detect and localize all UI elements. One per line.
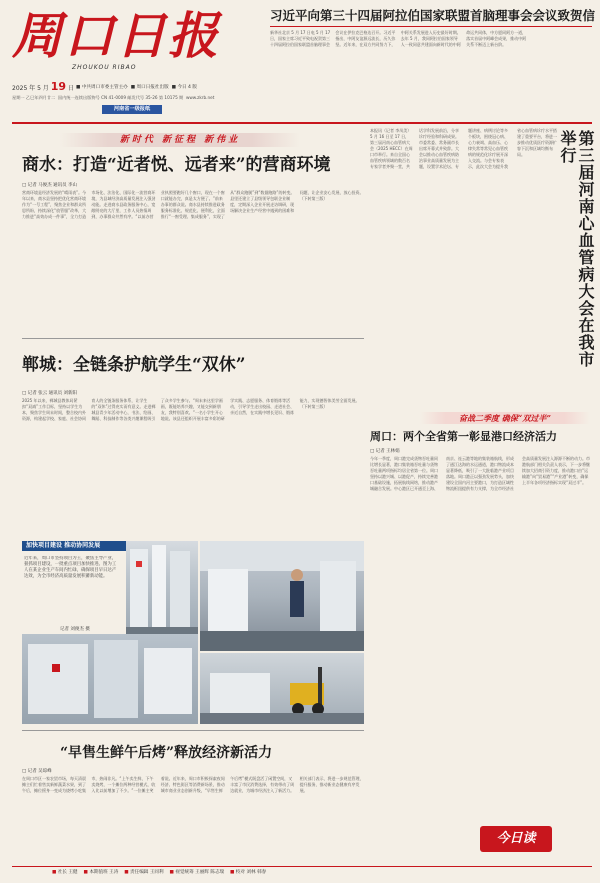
footer-item-1: 本期值班 王涛 — [89, 870, 119, 875]
photo-factory-3 — [22, 634, 198, 724]
masthead-logo: 周口日报 — [12, 6, 220, 65]
top-divider — [12, 122, 592, 124]
square-icon: ■ — [52, 870, 57, 875]
square-icon: □ — [22, 183, 27, 188]
factory-machine-image — [126, 541, 198, 641]
top-story-body: 新华社北京 5 月 17 日电 5 月 17 日，国家主席习近平致电祝贺第三十四届阿拉伯国家联盟首脑理事会会议在伊拉克巴格达召开。习近平指出，中阿友谊源远流长，历久弥坚。近年来，在双方共同努力下，中阿关系发展进入历史最好时期。去年 5 月，我同阿拉伯国家领导人一致同意共建面向新时代的中阿命运共同体，中方愿同阿方一道，落实首届中阿峰会成果，推动中阿关系不断迈上新台阶。 — [270, 30, 527, 47]
photo-factory-2 — [200, 541, 364, 651]
footer-item-2: 责任编辑 王同利 — [130, 870, 164, 875]
shangshui-byline: □ 记者 马俊杰 通讯员 李山 — [22, 183, 77, 188]
shangshui-body: 营商环境是经济发展的“晴雨表”。今年以来，商水县坚持把优化营商环境作为“一号工程”，聚焦企业和群众所思所盼，持续深化“放管服”改革，大力推进“高效办成一件事”，全力打造市场化、法治化、国际化一流营商环境，为县域经济高质量发展注入强劲动能。走进商水县政务服务中心，宽敞明亮的大厅里，工作人员热情周到，办事群众井然有序。“以前办营业执照要跑好几个窗口，现在一个窗口就能办完，真是太方便了。”前来办事的群众说。商水县持续推进政务服务标准化、规范化、便利化，全面推行“一窗受理、集成服务”，实现了从“群众跑腿”到“数据跑路”的转变。县里还建立了县级领导包联企业制度，定期深入企业开展走访调研，现场解决企业生产经营中遇到的困难和问题，让企业安心发展、放心投资。（下转第三版） — [22, 190, 364, 219]
fresh-story-headline: “早售生鲜午后烤”释放经济新活力 — [60, 745, 273, 761]
masthead-pinyin: ZHOUKOU RIBAO — [72, 64, 137, 71]
fresh-story-byline: □ 记者 吴琼峰 — [22, 769, 52, 774]
square-icon: □ — [22, 769, 27, 774]
square-icon: ■ — [229, 870, 235, 875]
section-banner-text: 新时代 新征程 新伟业 — [119, 135, 241, 145]
heart-story-body: 本报讯（记者 李凤美）5 月 16 日至 17 日，第三届河南心血管病大会（2025 HECC）在周口市举行。来自全国心血管疾病领域的数百名专家学者齐聚一堂，共话学科发展前沿，分享诊疗经验和科研成果。市委常委、常务副市长出席开幕式并致辞。大会以推动心血管疾病防治事业高质量发展为主题，设置学术论坛、专题讲座、病例讨论等多个板块，围绕冠心病、心力衰竭、高血压、心律失常等常见心血管疾病的规范化诊疗展开深入交流。与会专家表示，此次大会为提升我省心血管病诊疗水平搭建了重要平台，将进一步推动优质医疗资源扩容下沉和区域均衡布局。 — [370, 128, 557, 169]
photo-factory-1 — [126, 541, 198, 641]
top-story-rule — [270, 26, 592, 27]
fresh-story-body: 在周口市区一家农贸市场，每天清晨摊主们忙着售卖新鲜蔬菜水果，到了午后，摊位摇身一变成为烧烤小吃集市，热闹非凡。“上午卖生鲜，下午卖烧烤，一个摊位两种经营模式，收入比以前增加了不少。”一位摊主笑着说。近年来，周口市积极探索夜间经济、特色街区等消费新场景，推动城市商业业态创新升级，“早售生鲜午后烤”模式既盘活了闲置空间，又丰富了市民消费选择，有效带动了周边就业，为城市经济注入了新活力。相关部门表示，将进一步规范管理，提升服务，推动新业态健康有序发展。 — [22, 776, 364, 793]
hub-story-headline: 周口：两个全省第一彰显港口经济活力 — [370, 430, 557, 443]
photo-forklift — [200, 653, 364, 724]
photo-feature-caption-title: 加快项目建设 推动协同发展 — [22, 541, 132, 551]
dancheng-byline: □ 记者 张云 通讯员 刘新阳 — [22, 391, 77, 396]
photo-feature-caption-body: 近年来，周口市坚持项目为王，聚焦主导产业，狠抓项目建设，一批重点项目加快推进。图为工人在某企业生产车间内忙碌，确保项目早日达产达效，为全市经济高质量发展积蓄新动能。 — [24, 556, 117, 579]
mid-divider-2 — [22, 730, 364, 731]
masthead-meta: 星期一 乙巳年四月廿二 国内统一连续出版物号 CN 41-0009 邮发代号 35-26 第 10175 期 www.zkrb.net — [12, 95, 215, 100]
hub-story-banner — [420, 412, 590, 424]
square-icon: □ — [22, 391, 27, 396]
production-line-image — [22, 634, 198, 724]
footer-item-4: 校对 刘林 韩春 — [235, 870, 267, 875]
mid-divider-1 — [22, 338, 364, 339]
footer-items — [52, 869, 266, 875]
masthead — [12, 8, 260, 126]
footer-item-3: 视觉统筹 王丽辉 陈志瑞 — [175, 870, 225, 875]
square-icon: ■ — [169, 870, 174, 875]
square-icon: ■ — [124, 870, 129, 875]
square-icon: ■ — [130, 85, 136, 90]
footer-item-0: 社长 王健 — [57, 870, 78, 875]
hub-story-body: 今年一季度，周口港完成货物吞吐量同比增长显著，港口集装箱吞吐量与货物吞吐量两项指标均居全省第一位。周口坚持以港兴城、以港促产，持续完善港口基础设施，拓展航线网络，推动港产城融合发展。中心港区已开通至上海、南京、连云港等地的集装箱航线，形成了通江达海的水运通道，港口物流成本显著降低，吸引了一大批临港产业项目落地。周口港正以强劲发展势头，加快建设全国内河主要港口，为打造区域性物流枢纽提供有力支撑，为全市经济社会高质量发展注入源源不断的动力。市港航部门相关负责人表示，下一步将继续加大招商引资力度，推动港口由“运输港”向“贸易港”“产业港”转变，确保上半年各项经济指标实现“双过半”。 — [370, 456, 590, 491]
heart-story-vertical-headline: 第三届河南心血管病大会在我市举行 — [558, 130, 595, 368]
square-icon: ■ — [171, 85, 176, 90]
index-badge-text: 今日读 — [496, 831, 536, 846]
forklift-image — [200, 653, 364, 724]
masthead-info-row: ■ 中共周口市委主管主办 ■ 周口日报社出版 ■ 今日 4 版 — [76, 85, 198, 90]
square-icon: ■ — [83, 870, 88, 875]
footer-bar — [12, 866, 592, 878]
index-badge — [480, 826, 552, 852]
photo-feature-credit: 记者 刘俊杰 摄 — [60, 627, 90, 632]
hub-story-banner-text: 奋战二季度 确保“双过半” — [459, 413, 551, 423]
section-banner — [60, 133, 300, 147]
masthead-date: 2025 年 5 月 19 日 — [12, 80, 74, 93]
worker-workshop-image — [200, 541, 364, 651]
square-icon: □ — [370, 449, 375, 454]
heart-story-body-cont — [370, 320, 560, 410]
top-story-headline: 习近平向第三十四届阿拉伯国家联盟首脑理事会会议致贺信 — [270, 8, 596, 23]
dancheng-headline: 郸城：全链条护航学生“双休” — [22, 355, 246, 375]
award-badge: 河南省一级报纸 — [102, 105, 162, 114]
square-icon: ■ — [76, 85, 81, 90]
hub-story-byline: □ 记者 王林娟 — [370, 449, 400, 454]
dancheng-body: 2025 年以来，郸城县教体局紧扣“双减”工作目标，坚持以学生为本，聚焦学生周末时间，整合校内外资源，构建起学校、家庭、社会协同育人的全链条服务体系，让学生的“双休”过得充实而有意义。走进郸城县青少年活动中心，书法、绘画、舞蹈、科技制作等各类兴趣课程吸引了众多学生参与。“周末来这里学画画，既能培养兴趣，又能交到新朋友，我特别喜欢。”一名小学生开心地说。该县还组织开展丰富多彩的研学实践、志愿服务、体育锻炼等活动，引导学生走出校园、走进社会、亲近自然，在实践中增长见识、锻炼能力，实现德智体美劳全面发展。（下转第三版） — [22, 398, 360, 421]
shangshui-headline: 商水：打造“近者悦、远者来”的营商环境 — [22, 155, 331, 175]
